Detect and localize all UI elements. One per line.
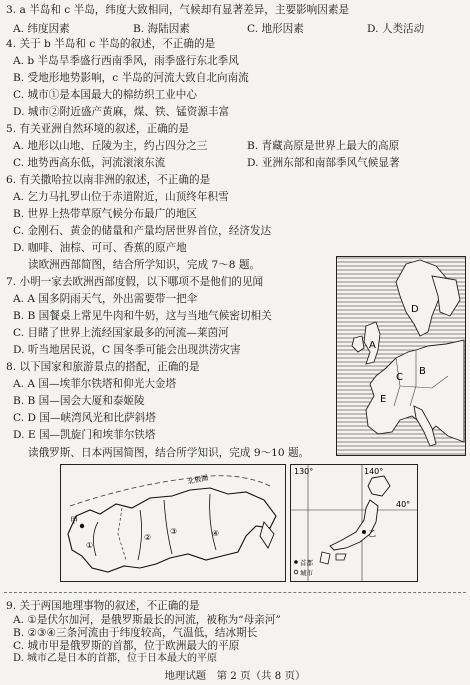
japan-lon-130: 130°: [294, 467, 314, 476]
q4-option-b[interactable]: B. 受地形地势影响，c 半岛的河流大致自北向南流: [13, 72, 249, 84]
q6-option-c[interactable]: C. 金刚石、黄金的储量和产量均居世界首位，经济发达: [13, 225, 272, 237]
q7-option-b[interactable]: B. B 国餐桌上常见牛肉和牛奶，这与当地气候密切相关: [13, 310, 272, 322]
q6-stem: 6. 有关撒哈拉以南非洲的叙述，不正确的是: [6, 174, 211, 186]
q3-option-b[interactable]: B. 海陆因素: [133, 23, 190, 35]
q8-option-a[interactable]: A. A 国—埃菲尔铁塔和仰光大金塔: [13, 378, 177, 390]
q8-stem: 8. 以下国家和旅游景点的搭配，正确的是: [6, 361, 200, 373]
q5-option-c[interactable]: C. 地势西高东低，河流滚滚东流: [13, 157, 166, 169]
q5-option-b[interactable]: B. 青藏高原是世界上最大的高原: [247, 140, 400, 152]
q9-option-a[interactable]: A. ①是伏尔加河，是俄罗斯最长的河流，被称为“母亲河”: [13, 614, 281, 626]
river-label-1: ①: [86, 541, 94, 550]
europe-label-e: E: [380, 394, 387, 405]
europe-label-a: A: [369, 340, 376, 351]
q5-option-d[interactable]: D. 亚洲东部和南部季风气候显著: [247, 157, 400, 169]
europe-label-b: B: [419, 366, 426, 377]
intro-russia-japan: 读俄罗斯、日本两国简图，结合所学知识，完成 9～10 题。: [28, 447, 310, 459]
q3-stem: 3. a 半岛和 c 半岛，纬度大致相同，气候却有显著差异，主要影响因素是: [6, 4, 350, 16]
q6-option-d[interactable]: D. 咖啡、油棕、可可、香蕉的原产地: [13, 242, 187, 254]
page-footer: 地理试题 第 2 页（共 8 页）: [164, 670, 306, 682]
q9-option-d[interactable]: D. 城市乙是日本的首都，位于日本最大的平原: [13, 653, 218, 664]
q7-option-d[interactable]: D. 听当地居民说，C 国冬季可能会出现洪涝灾害: [13, 344, 241, 356]
japan-lat-40: 40°: [396, 500, 411, 509]
q4-option-d[interactable]: D. 城市②附近盛产黄麻，煤、铁、锰资源丰富: [13, 106, 230, 118]
q4-option-c[interactable]: C. 城市①是本国最大的棉纺织工业中心: [13, 89, 197, 101]
q9-option-c[interactable]: C. 城市甲是俄罗斯的首都，位于欧洲最大的平原: [13, 640, 240, 652]
russia-label-jia: 甲: [70, 516, 78, 525]
q3-option-d[interactable]: D. 人类活动: [367, 23, 425, 35]
q8-option-b[interactable]: B. B 国—国会大厦和泰姬陵: [13, 395, 145, 407]
arctic-circle-label: 北极圈: [186, 473, 209, 486]
europe-map: [336, 256, 466, 456]
q7-option-c[interactable]: C. 目睹了世界上流经国家最多的河流—莱茵河: [13, 327, 229, 339]
cut-line: [4, 592, 466, 593]
japan-lon-140: 140°: [364, 467, 384, 476]
russia-map: [60, 464, 286, 582]
q5-stem: 5. 有关亚洲自然环境的叙述，正确的是: [6, 123, 189, 135]
q6-option-a[interactable]: A. 乞力马扎罗山位于赤道附近，山顶终年积雪: [13, 191, 229, 203]
japan-map: [290, 464, 418, 582]
q7-stem: 7. 小明一家去欧洲西部度假，以下哪项不是他们的见闻: [6, 276, 264, 288]
q8-option-c[interactable]: C. D 国—峡湾风光和比萨斜塔: [13, 412, 156, 424]
q5-option-a[interactable]: A. 地形以山地、丘陵为主，约占四分之三: [13, 140, 208, 152]
legend-city: 城市: [300, 569, 313, 577]
q7-option-a[interactable]: A. A 国多阴雨天气，外出需要带一把伞: [13, 293, 198, 305]
q8-option-d[interactable]: D. E 国—凯旋门和埃菲尔铁塔: [13, 429, 156, 441]
q3-option-a[interactable]: A. 纬度因素: [13, 23, 70, 35]
river-label-4: ④: [212, 529, 220, 538]
europe-label-c: C: [396, 372, 403, 383]
japan-label-yi: 乙: [368, 529, 376, 538]
q9-option-b[interactable]: B. ②③④三条河流由于纬度较高，气温低，结冰期长: [13, 627, 258, 639]
q4-stem: 4. 关于 b 半岛和 c 半岛的叙述，不正确的是: [6, 38, 216, 50]
river-label-2: ②: [144, 533, 152, 542]
river-label-3: ③: [170, 527, 178, 536]
q4-option-a[interactable]: A. b 半岛旱季盛行西南季风，雨季盛行东北季风: [13, 55, 239, 67]
legend-capital: 首都: [300, 559, 313, 567]
intro-europe: 读欧洲西部简图，结合所学知识，完成 7～8 题。: [28, 259, 261, 271]
q3-option-c[interactable]: C. 地形因素: [247, 23, 304, 35]
europe-label-d: D: [411, 304, 419, 315]
q6-option-b[interactable]: B. 世界上热带草原气候分布最广的地区: [13, 208, 198, 220]
q9-stem: 9. 关于两国地理事物的叙述，不正确的是: [6, 600, 200, 612]
